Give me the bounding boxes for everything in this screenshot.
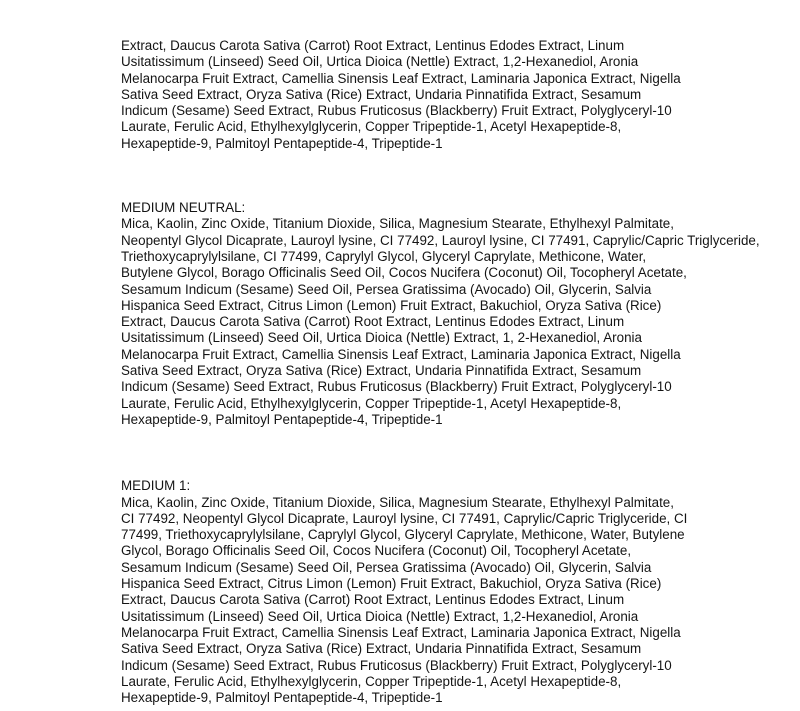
ingredient-line: Hexapeptide-9, Palmitoyl Pentapeptide-4, Tripeptide-1: [121, 135, 443, 151]
section-heading: MEDIUM 1:: [121, 478, 191, 494]
ingredient-line: Indicum (Sesame) Seed Extract, Rubus Fruticosus (Blackberry) Fruit Extract, Polyglyceryl-10: [121, 379, 672, 395]
ingredient-line: Hexapeptide-9, Palmitoyl Pentapeptide-4, Tripeptide-1: [121, 690, 443, 706]
ingredients-block-continued: [121, 38, 681, 152]
ingredient-line: Usitatissimum (Linseed) Seed Oil, Urtica Dioica (Nettle) Extract, 1,2-Hexanediol, Aronia: [121, 54, 639, 70]
ingredient-line: Glycol, Borago Officinalis Seed Oil, Cocos Nucifera (Coconut) Oil, Tocopheryl Acetate,: [121, 543, 632, 559]
ingredient-line: CI 77492, Neopentyl Glycol Dicaprate, Lauroyl lysine, CI 77491, Caprylic/Capric Triglyceride, CI: [121, 510, 688, 526]
ingredient-line: 77499, Triethoxycaprylylsilane, Caprylyl Glycol, Glyceryl Caprylate, Methicone, Water, Butylene: [121, 527, 685, 543]
ingredient-line: Sativa Seed Extract, Oryza Sativa (Rice) Extract, Undaria Pinnatifida Extract, Sesamum: [121, 363, 642, 379]
ingredient-line: Indicum (Sesame) Seed Extract, Rubus Fruticosus (Blackberry) Fruit Extract, Polyglyceryl-10: [121, 103, 672, 119]
ingredient-line: Sativa Seed Extract, Oryza Sativa (Rice) Extract, Undaria Pinnatifida Extract, Sesamum: [121, 86, 642, 102]
ingredients-document: [121, 38, 760, 706]
ingredient-line: Usitatissimum (Linseed) Seed Oil, Urtica Dioica (Nettle) Extract, 1, 2-Hexanediol, Aronia: [121, 330, 642, 346]
section-spacer: [121, 152, 651, 200]
ingredient-line: Laurate, Ferulic Acid, Ethylhexylglycerin, Copper Tripeptide-1, Acetyl Hexapeptide-8,: [121, 395, 622, 411]
ingredients-block-medium-1: [121, 478, 688, 706]
ingredient-line: Sesamum Indicum (Sesame) Seed Oil, Persea Gratissima (Avocado) Oil, Glycerin, Salvia: [121, 281, 652, 297]
ingredient-line: Sativa Seed Extract, Oryza Sativa (Rice) Extract, Undaria Pinnatifida Extract, Sesamum: [121, 641, 642, 657]
ingredient-line: Mica, Kaolin, Zinc Oxide, Titanium Dioxide, Silica, Magnesium Stearate, Ethylhexyl Palmitate,: [121, 494, 674, 510]
ingredient-line: Indicum (Sesame) Seed Extract, Rubus Fruticosus (Blackberry) Fruit Extract, Polyglyceryl-10: [121, 657, 672, 673]
ingredient-line: Extract, Daucus Carota Sativa (Carrot) Root Extract, Lentinus Edodes Extract, Linum: [121, 38, 625, 53]
ingredient-line: Butylene Glycol, Borago Officinalis Seed Oil, Cocos Nucifera (Coconut) Oil, Tocopheryl Acetate,: [121, 265, 687, 281]
ingredient-line: Neopentyl Glycol Dicaprate, Lauroyl lysine, CI 77492, Lauroyl lysine, CI 77491, Caprylic/Capric Triglyceride,: [121, 232, 760, 248]
ingredient-line: Triethoxycaprylylsilane, CI 77499, Caprylyl Glycol, Glyceryl Caprylate, Methicone, Water,: [121, 248, 647, 264]
ingredient-line: Extract, Daucus Carota Sativa (Carrot) Root Extract, Lentinus Edodes Extract, Linum: [121, 314, 625, 330]
ingredient-line: Mica, Kaolin, Zinc Oxide, Titanium Dioxide, Silica, Magnesium Stearate, Ethylhexyl Palmitate,: [121, 216, 674, 232]
ingredient-line: Melanocarpa Fruit Extract, Camellia Sinensis Leaf Extract, Laminaria Japonica Extract, Nigella: [121, 70, 681, 86]
ingredients-block-medium-neutral: [121, 200, 760, 428]
section-heading: MEDIUM NEUTRAL:: [121, 200, 246, 216]
ingredient-line: Melanocarpa Fruit Extract, Camellia Sinensis Leaf Extract, Laminaria Japonica Extract, Nigella: [121, 624, 681, 640]
ingredient-line: Hispanica Seed Extract, Citrus Limon (Lemon) Fruit Extract, Bakuchiol, Oryza Sativa (Rice): [121, 297, 662, 313]
section-spacer: [121, 428, 651, 478]
ingredient-line: Extract, Daucus Carota Sativa (Carrot) Root Extract, Lentinus Edodes Extract, Linum: [121, 592, 625, 608]
ingredient-line: Usitatissimum (Linseed) Seed Oil, Urtica Dioica (Nettle) Extract, 1,2-Hexanediol, Aronia: [121, 608, 639, 624]
ingredient-line: Hexapeptide-9, Palmitoyl Pentapeptide-4, Tripeptide-1: [121, 411, 443, 427]
ingredient-line: Hispanica Seed Extract, Citrus Limon (Lemon) Fruit Extract, Bakuchiol, Oryza Sativa (Rice): [121, 576, 662, 592]
ingredient-line: Sesamum Indicum (Sesame) Seed Oil, Persea Gratissima (Avocado) Oil, Glycerin, Salvia: [121, 559, 652, 575]
ingredient-line: Laurate, Ferulic Acid, Ethylhexylglycerin, Copper Tripeptide-1, Acetyl Hexapeptide-8,: [121, 119, 622, 135]
ingredient-line: Melanocarpa Fruit Extract, Camellia Sinensis Leaf Extract, Laminaria Japonica Extract, Nigella: [121, 346, 681, 362]
ingredient-line: Laurate, Ferulic Acid, Ethylhexylglycerin, Copper Tripeptide-1, Acetyl Hexapeptide-8,: [121, 673, 622, 689]
